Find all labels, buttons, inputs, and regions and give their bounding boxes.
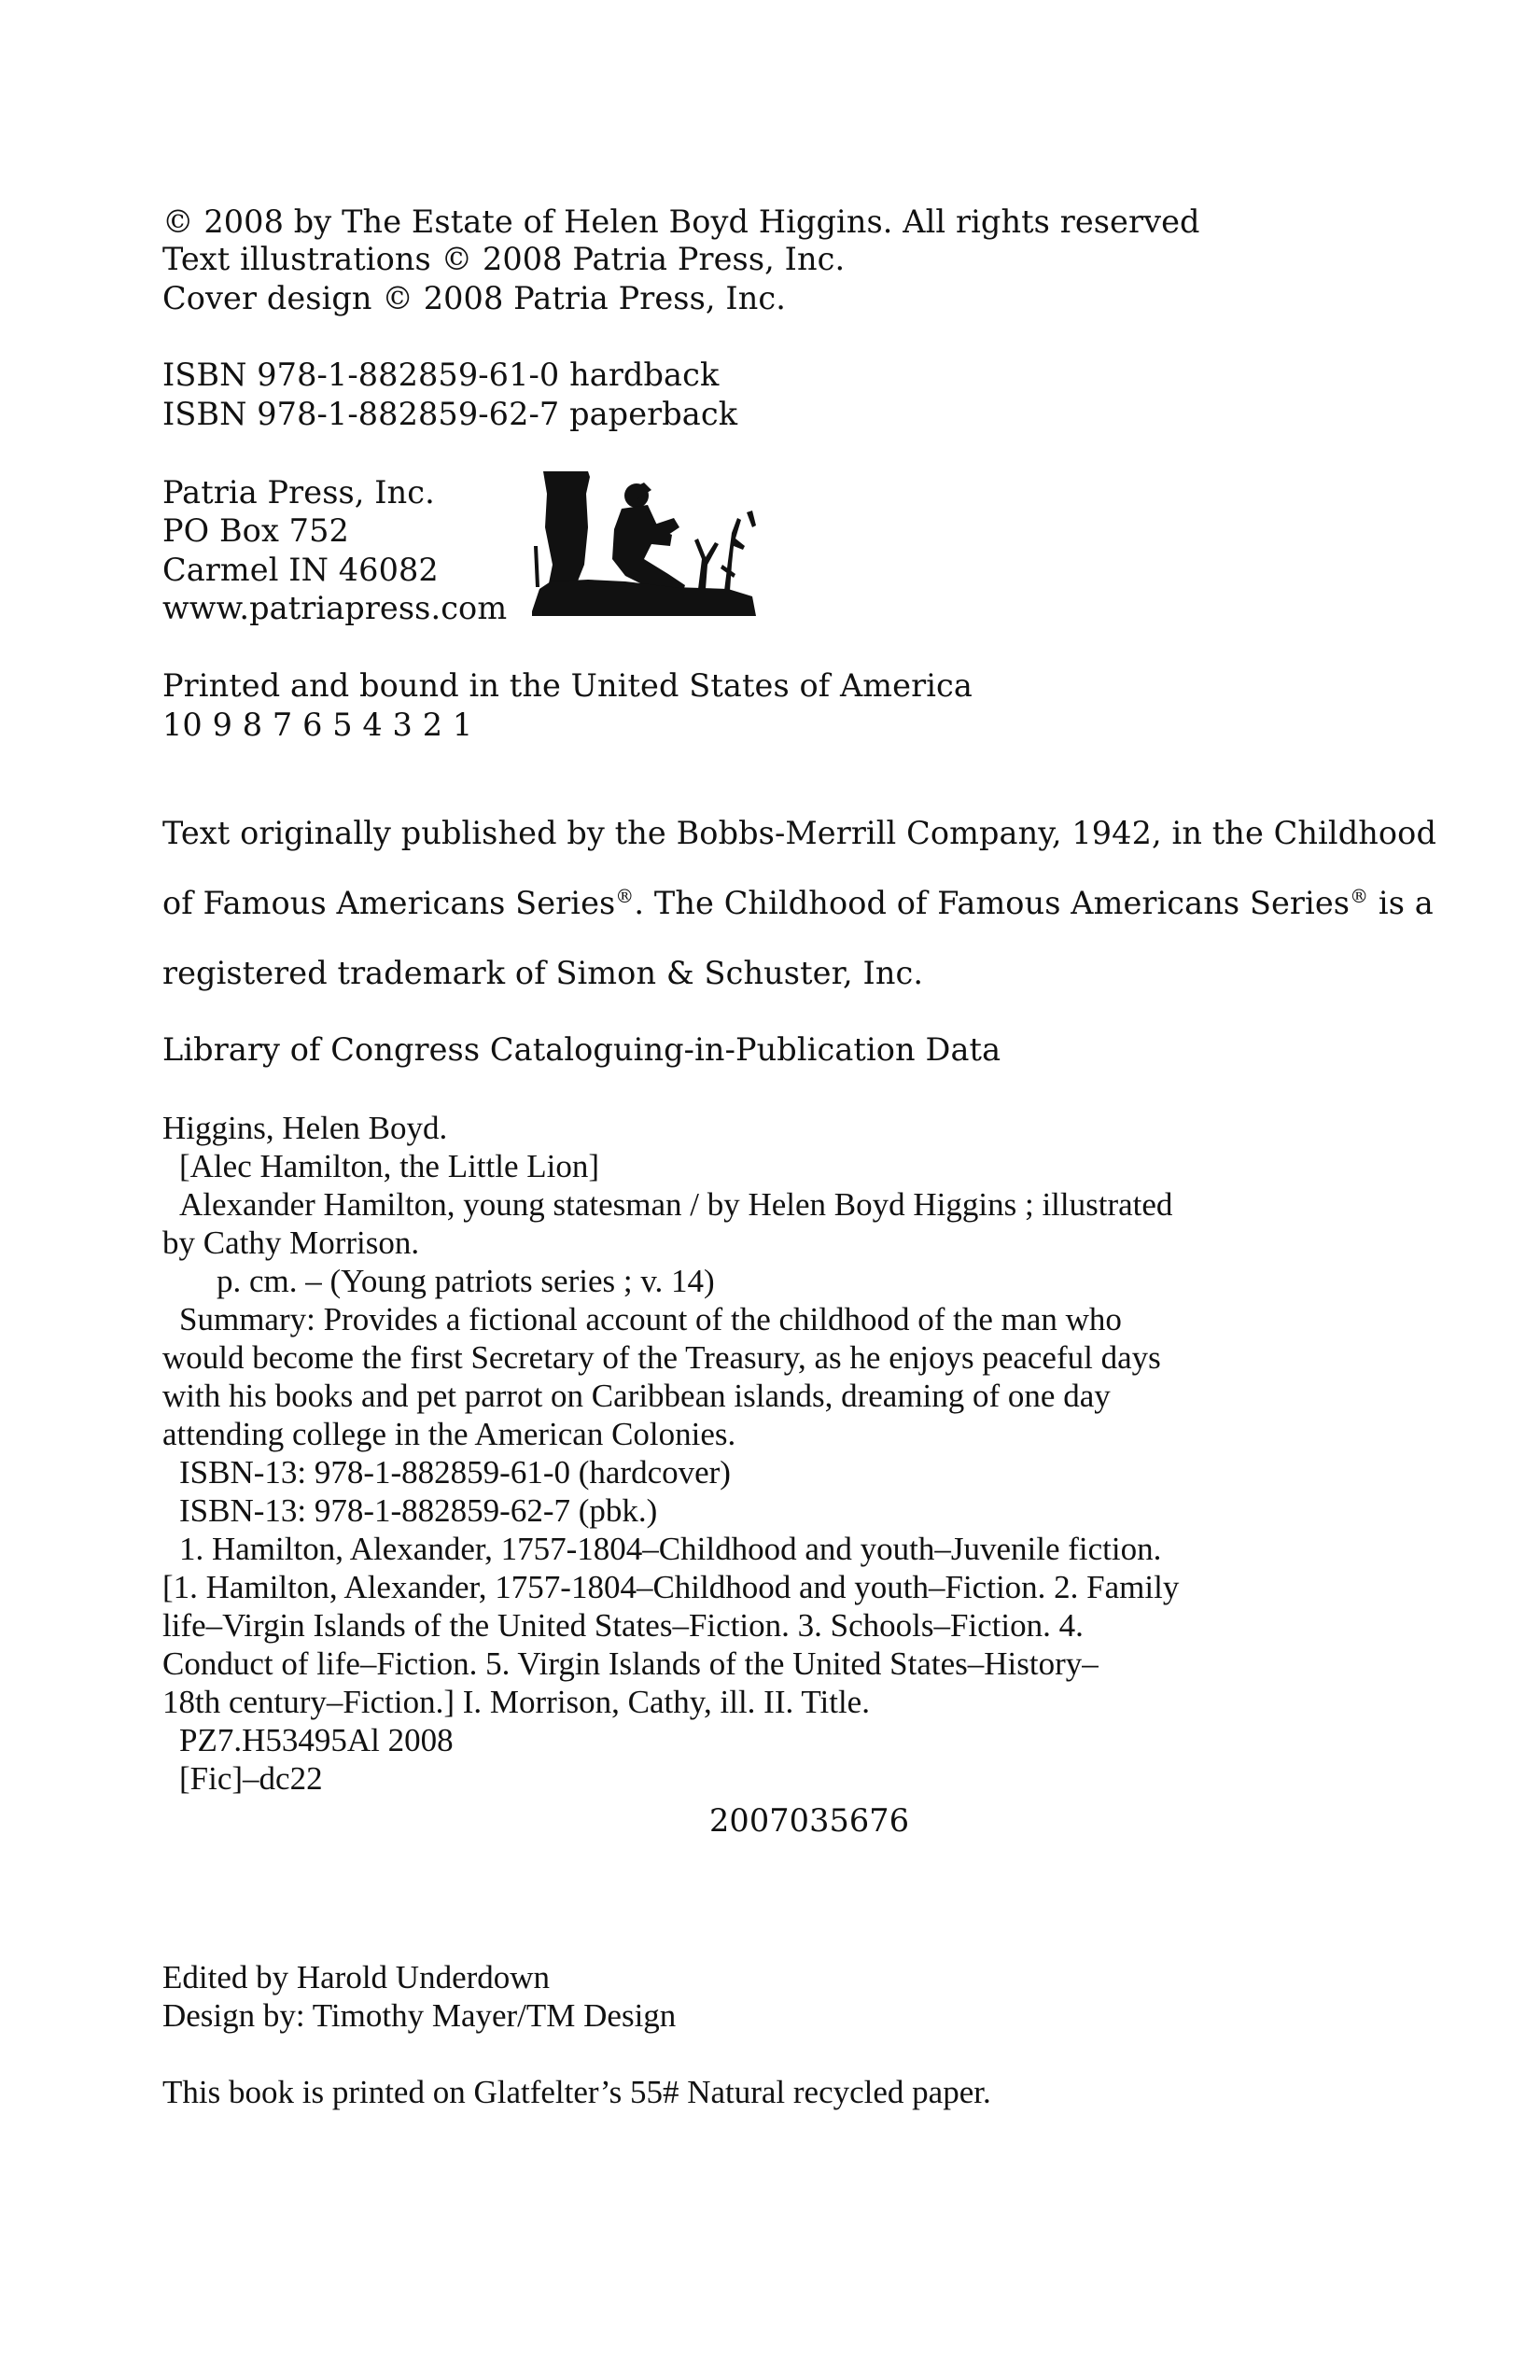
original-publication-line-2: of Famous Americans Series®. The Childhood of Famous Americans Series® is a	[162, 884, 1434, 921]
publisher-name: Patria Press, Inc.	[162, 474, 435, 511]
isbn-hardback: ISBN 978-1-882859-61-0 hardback	[162, 357, 720, 393]
cip-dewey-classification: [Fic]–dc22	[179, 1760, 323, 1797]
original-publication-line-1: Text originally published by the Bobbs-Merrill Company, 1942, in the Childhood	[162, 815, 1436, 851]
isbn-paperback: ISBN 978-1-882859-62-7 paperback	[162, 396, 738, 432]
cip-isbn13-hardcover: ISBN-13: 978-1-882859-61-0 (hardcover)	[179, 1454, 731, 1491]
publisher-po-box: PO Box 752	[162, 512, 349, 549]
publisher-website: www.patriapress.com	[162, 590, 508, 626]
copyright-line: © 2008 by The Estate of Helen Boyd Higgins. All rights reserved	[162, 203, 1200, 240]
cip-subject-line-5: 18th century–Fiction.] I. Morrison, Cathy, ill. II. Title.	[162, 1684, 870, 1720]
cip-author: Higgins, Helen Boyd.	[162, 1110, 448, 1146]
registered-mark: ®	[615, 884, 635, 907]
printed-in-usa: Printed and bound in the United States of America	[162, 667, 973, 704]
cip-subject-line-3: life–Virgin Islands of the United States–Fiction. 3. Schools–Fiction. 4.	[162, 1607, 1084, 1644]
illustrations-copyright-line: Text illustrations © 2008 Patria Press, Inc.	[162, 241, 846, 277]
loc-heading: Library of Congress Cataloguing-in-Publication Data	[162, 1031, 1001, 1068]
cip-title-line-1: Alexander Hamilton, young statesman / by Helen Boyd Higgins ; illustrated	[179, 1186, 1173, 1223]
original-publication-line-3: registered trademark of Simon & Schuster, Inc.	[162, 955, 924, 991]
registered-mark: ®	[1350, 884, 1369, 907]
cip-subject-line-1: 1. Hamilton, Alexander, 1757-1804–Childhood and youth–Juvenile fiction.	[179, 1531, 1162, 1567]
reading-boy-silhouette-logo	[532, 471, 756, 616]
cip-subject-line-4: Conduct of life–Fiction. 5. Virgin Islands of the United States–History–	[162, 1645, 1099, 1682]
cip-summary-line-4: attending college in the American Colonies.	[162, 1416, 736, 1452]
paper-note: This book is printed on Glatfelter’s 55# Natural recycled paper.	[162, 2074, 991, 2110]
cip-lc-classification: PZ7.H53495Al 2008	[179, 1722, 454, 1758]
publisher-city: Carmel IN 46082	[162, 552, 439, 588]
cip-alternate-title: [Alec Hamilton, the Little Lion]	[179, 1148, 600, 1184]
editor-credit: Edited by Harold Underdown	[162, 1959, 551, 1995]
printing-number-line: 10 9 8 7 6 5 4 3 2 1	[162, 707, 473, 743]
cover-copyright-line: Cover design © 2008 Patria Press, Inc.	[162, 280, 787, 316]
cip-summary-line-1: Summary: Provides a fictional account of the childhood of the man who	[179, 1301, 1122, 1337]
cip-isbn13-paperback: ISBN-13: 978-1-882859-62-7 (pbk.)	[179, 1492, 658, 1529]
cip-summary-line-2: would become the first Secretary of the Treasury, as he enjoys peaceful days	[162, 1339, 1161, 1376]
cip-physical-description: p. cm. – (Young patriots series ; v. 14)	[217, 1263, 715, 1299]
cip-summary-line-3: with his books and pet parrot on Caribbean islands, dreaming of one day	[162, 1378, 1111, 1414]
cip-title-line-2: by Cathy Morrison.	[162, 1225, 420, 1261]
design-credit: Design by: Timothy Mayer/TM Design	[162, 1997, 677, 2034]
lccn: 2007035676	[709, 1802, 910, 1839]
cip-subject-line-2: [1. Hamilton, Alexander, 1757-1804–Childhood and youth–Fiction. 2. Family	[162, 1569, 1180, 1605]
